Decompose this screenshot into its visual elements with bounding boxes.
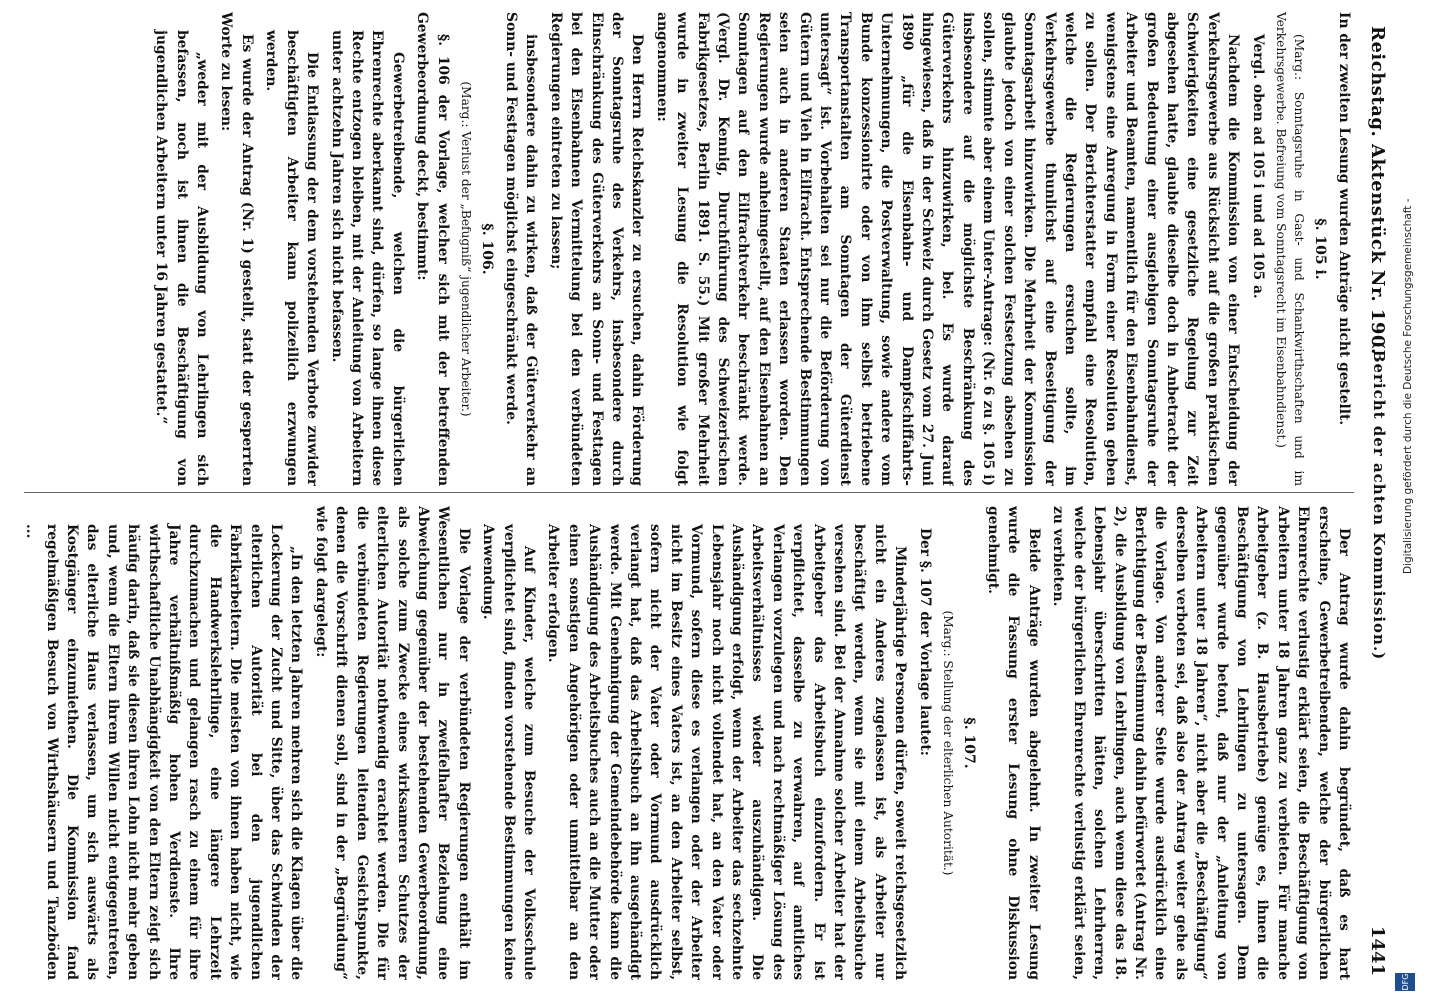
left-paragraph: (Marg.: Verlust der „Befugniß“ jugendlicher Arbeiter.) (458, 81, 473, 417)
header-left: Reichstag. Aktenstück Nr. 190. (1367, 26, 1388, 355)
right-paragraph: Der Antrag wurde dahin begründet, daß es hart erscheine, Gewerbetreibenden, welche der bürgerlichen Ehrenrechte verlustig erklärt seien, die Beschäftigung von Arbeitern unter 18 Jahren ganz zu verbieten. Für manche Arbeitgeber (z. B. Hausbetriebe) genüge es, ihnen die Beschäftigung von Lehrlingen zu untersagen. Dem gegenüber wurde betont, daß nur der „Anleitung von Arbeitern unter 18 Jahren“, nicht aber die „Beschäftigung“ derselben verboten sei, daß also der Antrag weiter gehe als die Vorlage. Von anderer Seite wurde ausdrücklich eine Berichtigung der Bestimmung dahin befürwortet (Antrag Nr. 2), die Ausbildung von Lehrlingen, auch wenn diese das 18. Lebensjahr überschritten hätten, solchen Lehrherren, welche der bürgerlichen Ehrenrechte verlustig erklärt seien, zu verbieten. (1050, 506, 1352, 980)
left-paragraph: §. 106 der Vorlage, welcher sich mit der betreffenden Gewerbeordnung deckt, bestimmt: (414, 12, 451, 486)
left-paragraph: insbesondere dahin zu wirken, daß der Güterverkehr an Sonn- und Festtagen möglichst eingeschränkt werde. (502, 12, 540, 486)
right-paragraph: Die Vorlage der verbündeten Regierungen enthält im Wesentlichen nur in zweifelhafter Beziehung eine Abweichung gegenüber der bestehenden Gewerbeordnung, als solche zum Zwecke eines wirksameren Schutzes der elterlichen Autorität nothwendig erachtet werden. Die für die verbündeten Regierungen leitenden Gesichtspunkte, denen die Vorschrift dienen soll, sind in der „Begründung“ wie folgt dargelegt: (312, 506, 472, 980)
left-paragraph: Nachdem die Kommission von einer Entscheidung der Verkehrsgewerbe aus Rücksicht auf die großen praktischen Schwierigkeiten eine gesetzliche Regelung zur Zeit abgesehen hatte, glaubte dieselbe doch in Anbetracht der großen Bedeutung einer ausgiebigen Sonntagsruhe der Arbeiter und Beamten, namentlich für den Eisenbahndienst, wenigstens eine Anregung in Form einer Resolution geben zu sollen. Der Berichterstatter empfahl eine Resolution, welche die Regierungen ersuchen sollte, im Verkehrsgewerbe thunlichst auf eine Beseitigung der Sonntagsarbeit hinzuwirken. Die Mehrheit der Kommission glaubte jedoch von einer solchen Festsetzung absehen zu sollen, stimmte aber einem Unter-Antrage: (Nr. 6 zu §. 105 i) insbesondere auf die möglichste Beschränkung des Güterverkehrs hinzuwirken, bei. Es wurde darauf hingewiesen, daß in der Schweiz durch Gesetz vom 27. Juni 1890 „für die Eisenbahn- und Dampfschiffahrts-Unternehmungen, die Postverwaltung, sowie andere vom Bunde konzessionirte oder von ihm selbst betriebene Transportanstalten am Sonntagen der Güterdienst untersagt“ ist. Vorbehalten sei nur die Beförderung von Gütern und Vieh in Eilfracht. Entsprechende Bestimmungen seien auch in anderen Staaten erlassen worden. Den Regierungen wurde anheimgestellt, auf den Eisenbahnen an Sonntagen auf den Eilfrachtverkehr beschränkt werde. (Vergl. Dr. Kennig, Durchführung des Schweizerischen Fabrikgesetzes, Berlin 1891. S. 55.) Mit großer Mehrheit wurde in zweiter Lesung die Resolution wie folgt angenommen: (653, 12, 1242, 486)
left-column (4, 12, 1354, 486)
left-paragraph: Gewerbetreibende, welchen die bürgerlichen Ehrenrechte aberkannt sind, dürfen, so lange ihnen diese Rechte entzogen bleiben, mit der Anleitung von Arbeitern unter achtzehn Jahren sich nicht befassen. (328, 30, 406, 486)
left-paragraph: Die Entlassung der dem vorstehenden Verbote zuwider beschäftigten Arbeiter kann polizeilich erzwungen werden. (263, 30, 321, 486)
right-paragraph: Der §. 107 der Vorlage lautet: (916, 528, 933, 756)
right-paragraph: Auf Kinder, welche zum Besuche der Volksschule verpflichtet sind, finden vorstehende Bestimmungen keine Anwendung. (480, 524, 537, 980)
column-divider (24, 492, 1354, 493)
dfg-logo: DFG (1395, 973, 1415, 991)
left-paragraph: (Marg.: Sonntagsruhe in Gast- und Schankwirthschaften und im Verkehrsgewerbe. Befreiung vom Sonntagsrecht im Eisenbahndienst.) (1273, 12, 1306, 486)
left-paragraph: Vergl. oben ad 105 i und ad 105 a. (1249, 34, 1266, 299)
left-paragraph: §. 106. (478, 223, 495, 275)
header-center: (Bericht der achten Kommission.) (1370, 341, 1388, 661)
right-paragraph: Minderjährige Personen dürfen, soweit reichsgesetzlich nicht ein Anderes zugelassen ist, als Arbeiter nur beschäftigt werden, wenn sie mit einem Arbeitsbuche versehen sind. Bei der Annahme solcher Arbeiter hat der Arbeitgeber das Arbeitsbuch einzufordern. Er ist verpflichtet, dasselbe zu verwahren, auf amtliches Verlangen vorzulegen und nach rechtmäßiger Lösung des Arbeitsverhältnisses wieder auszuhändigen. Die Aushändigung erfolgt, wenn der Arbeiter das sechzehnte Lebensjahr noch nicht vollendet hat, an den Vater oder Vormund, sofern diese es verlangen oder der Arbeiter nicht im Besitz eines Vaters ist, an den Arbeiter selbst, sofern nicht der Vater oder Vormund ausdrücklich verlangt hat, daß das Arbeitsbuch an ihn ausgehändigt werde. Mit Genehmigung der Gemeindebehörde kann die Aushändigung des Arbeitsbuches auch an die Mutter oder einen sonstigen Angehörigen oder unmittelbar an den Arbeiter erfolgen. (545, 524, 909, 980)
right-paragraph: „In den letzten Jahren mehren sich die Klagen über die Lockerung der Zucht und Sitte, über das Schwinden der elterlichen Autorität bei den jugendlichen Fabrikarbeitern. Die meisten von ihnen haben nicht, wie die Handwerkslehrlinge, eine längere Lehrzeit durchzumachen und gelangen rasch zu einem für ihre Jahre verhältnißmäßig hohen Verdienste. Ihre wirthschaftliche Unabhängigkeit von den Eltern zeigt sich häufig darin, daß sie diesen ihren Lohn nicht mehr geben und, wenn die Eltern ihrem Willen nicht entgegentreten, das elterliche Haus verlassen, um sich auswärts als Kostgänger einzumiethen. Die Kommission fand regelmäßigen Besuch von Wirthshäusern und Tanzböden ... (23, 524, 305, 980)
left-paragraph: In der zweiten Lesung wurden Anträge nicht gestellt. (1336, 12, 1352, 426)
left-paragraph: Es wurde der Antrag (Nr. 1) gestellt, statt der gesperrten Worte zu lesen: (218, 12, 255, 486)
right-paragraph: (Marg.: Stellung der elterlichen Autorität.) (940, 610, 955, 876)
right-column (4, 506, 1354, 980)
right-paragraph: §. 107. (960, 717, 977, 769)
left-paragraph: §. 105 i. (1311, 218, 1328, 280)
digitization-credit: Digitalisierung gefördert durch die Deutsche Forschungsgemeinschaft - (1402, 198, 1414, 574)
page-header (1360, 16, 1390, 986)
left-paragraph: „weder mit der Ausbildung von Lehrlingen sich befassen, noch ist ihnen die Beschäftigung von jugendlichen Arbeitern unter 16 Jahren gestattet.“ (153, 30, 211, 486)
right-paragraph: Beide Anträge wurden abgelehnt. In zweiter Lesung wurde die Fassung erster Lesung ohne Diskussion genehmigt. (985, 506, 1042, 980)
left-paragraph: Den Herrn Reichskanzler zu ersuchen, dahin Förderung der Sonntagsruhe des Verkehrs, insbesondere durch Einschränkung des Güterverkehrs an Sonn- und Festtagen bei den Eisenbahnen Vermittelung bei den verbündeten Regierungen eintreten zu lassen; (547, 12, 646, 486)
page-number: 1441 (1367, 925, 1388, 976)
